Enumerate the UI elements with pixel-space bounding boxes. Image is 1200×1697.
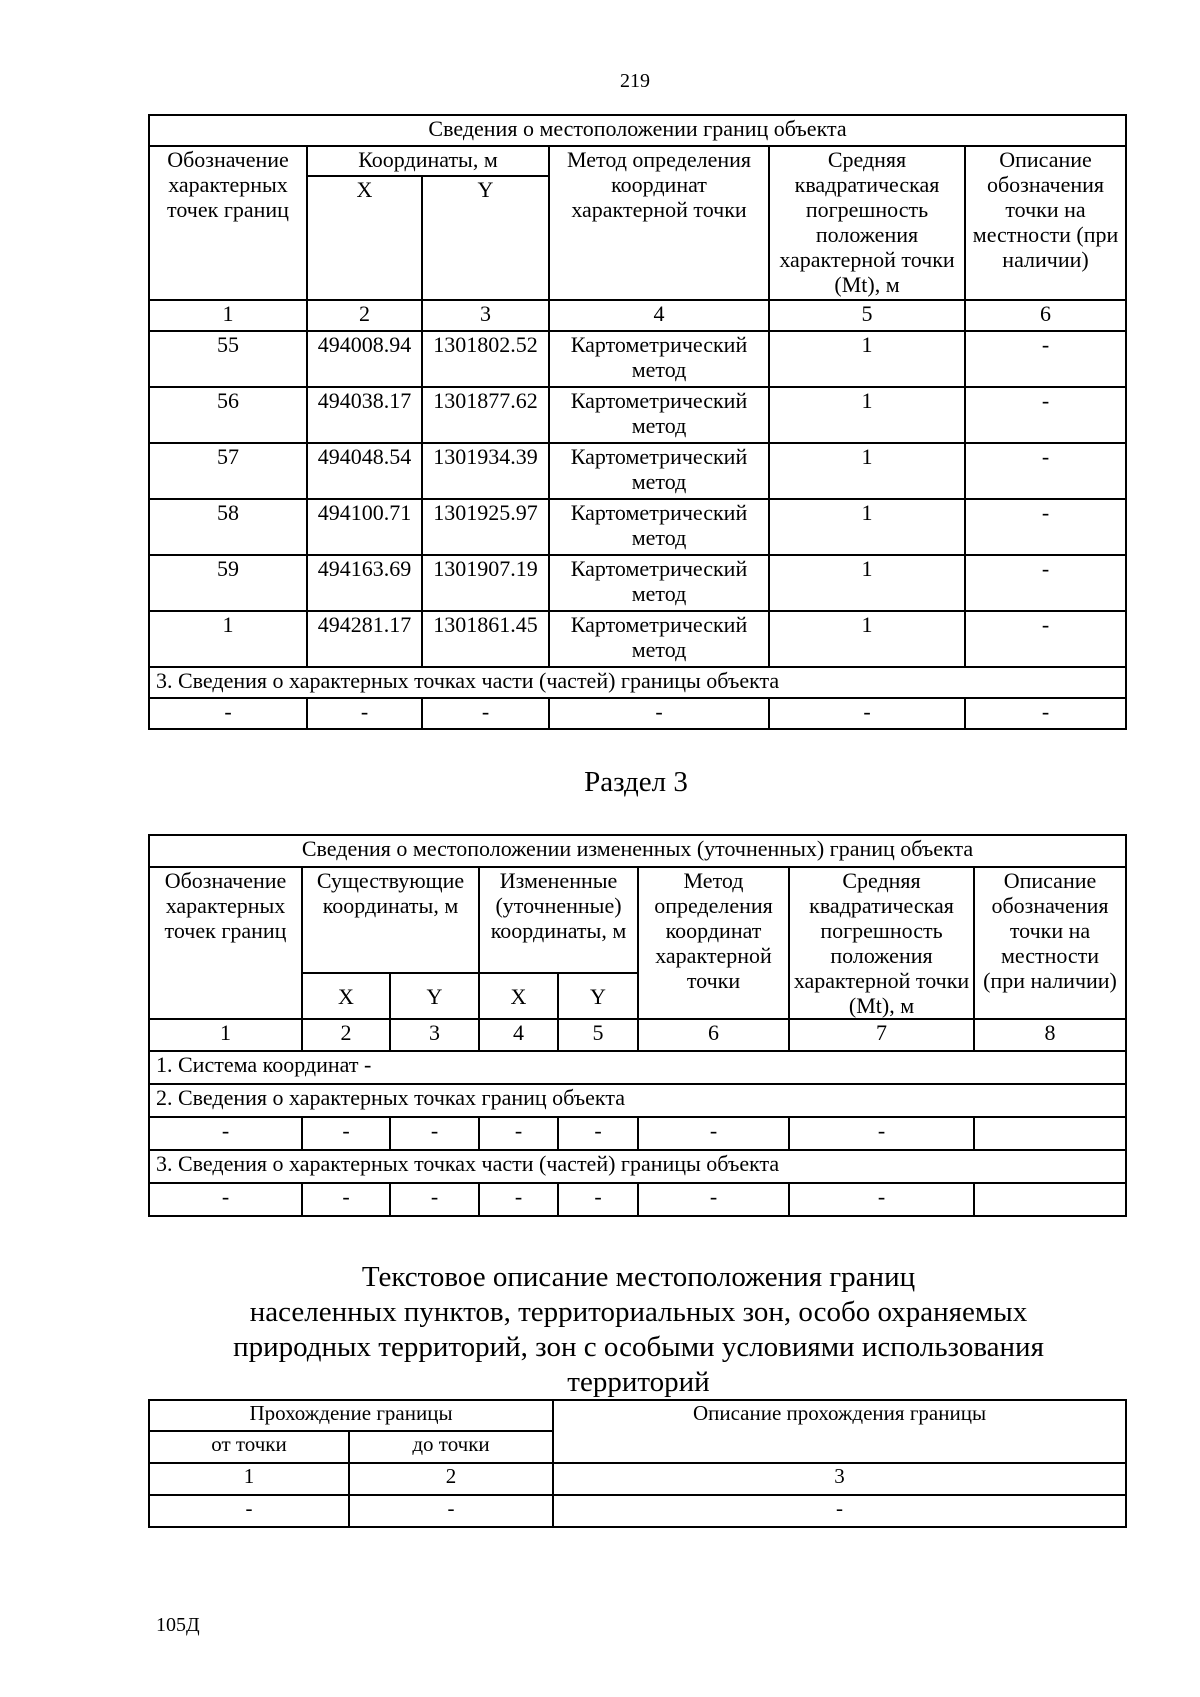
page-number: 219 (620, 70, 650, 92)
table-row (149, 331, 1126, 387)
desc-cell: - (965, 611, 1126, 667)
column-number: 7 (789, 1019, 974, 1051)
error-cell: 1 (769, 499, 965, 555)
error-cell: 1 (769, 387, 965, 443)
empty-cell: - (479, 1117, 558, 1150)
header-description: Описание обозначения точки на местности (при наличии) (965, 146, 1126, 300)
column-number: 4 (479, 1019, 558, 1051)
x-cell: 494038.17 (307, 387, 422, 443)
empty-cell: - (349, 1495, 553, 1527)
method-cell: Картометрический метод (549, 499, 769, 555)
y-cell: 1301925.97 (422, 499, 549, 555)
changed-boundary-table (148, 834, 1127, 1217)
section-title: Раздел 3 (584, 766, 688, 798)
description-title (160, 1260, 1117, 1400)
column-number: 5 (769, 300, 965, 331)
point-cell: 56 (149, 387, 307, 443)
method-cell: Картометрический метод (549, 611, 769, 667)
empty-cell: - (553, 1495, 1126, 1527)
empty-cell: - (302, 1183, 390, 1216)
header-existing-coordinates: Существующие координаты, м (302, 867, 479, 973)
desc-cell: - (965, 331, 1126, 387)
column-number: 6 (638, 1019, 789, 1051)
empty-cell: - (549, 698, 769, 729)
description-title-line: территорий (567, 1366, 710, 1398)
error-cell: 1 (769, 443, 965, 499)
x-cell: 494163.69 (307, 555, 422, 611)
header-to-point: до точки (349, 1431, 553, 1463)
method-cell: Картометрический метод (549, 387, 769, 443)
column-number: 2 (307, 300, 422, 331)
coord-system-row: 1. Система координат - (149, 1051, 1126, 1084)
empty-cell: - (558, 1117, 638, 1150)
boundary-passage-table (148, 1399, 1127, 1528)
error-cell: 1 (769, 611, 965, 667)
method-cell: Картометрический метод (549, 331, 769, 387)
method-cell: Картометрический метод (549, 443, 769, 499)
empty-cell (974, 1183, 1126, 1216)
empty-cell: - (479, 1183, 558, 1216)
y-cell: 1301934.39 (422, 443, 549, 499)
empty-cell: - (149, 1495, 349, 1527)
method-cell: Картометрический метод (549, 555, 769, 611)
error-cell: 1 (769, 331, 965, 387)
column-number: 6 (965, 300, 1126, 331)
header-y: Y (390, 973, 479, 1019)
column-number: 2 (302, 1019, 390, 1051)
empty-cell: - (149, 1183, 302, 1216)
empty-cell: - (638, 1117, 789, 1150)
table-title: Сведения о местоположении измененных (уточненных) границ объекта (149, 835, 1126, 867)
header-from-point: от точки (149, 1431, 349, 1463)
x-cell: 494008.94 (307, 331, 422, 387)
y-cell: 1301877.62 (422, 387, 549, 443)
x-cell: 494281.17 (307, 611, 422, 667)
part-section-heading: 3. Сведения о характерных точках части (частей) границы объекта (149, 667, 1126, 698)
column-number: 3 (390, 1019, 479, 1051)
error-cell: 1 (769, 555, 965, 611)
header-method: Метод определения координат характерной точки (638, 867, 789, 1019)
table-row (149, 387, 1126, 443)
header-method: Метод определения координат характерной точки (549, 146, 769, 300)
header-error: Средняя квадратическая погрешность положения характерной точки (Mt), м (769, 146, 965, 300)
table-row (149, 499, 1126, 555)
table-title: Сведения о местоположении границ объекта (149, 115, 1126, 146)
part-section-heading: 3. Сведения о характерных точках части (частей) границы объекта (149, 1150, 1126, 1183)
empty-cell: - (638, 1183, 789, 1216)
empty-cell: - (965, 698, 1126, 729)
empty-cell: - (769, 698, 965, 729)
table-row (149, 443, 1126, 499)
column-number: 3 (553, 1463, 1126, 1495)
point-cell: 57 (149, 443, 307, 499)
desc-cell: - (965, 443, 1126, 499)
empty-cell: - (390, 1183, 479, 1216)
point-cell: 59 (149, 555, 307, 611)
empty-cell: - (558, 1183, 638, 1216)
point-cell: 55 (149, 331, 307, 387)
points-section-heading: 2. Сведения о характерных точках границ объекта (149, 1084, 1126, 1117)
table-row (149, 698, 1126, 729)
header-x: X (307, 176, 422, 300)
x-cell: 494100.71 (307, 499, 422, 555)
header-x: X (302, 973, 390, 1019)
empty-cell (974, 1117, 1126, 1150)
y-cell: 1301907.19 (422, 555, 549, 611)
empty-cell: - (422, 698, 549, 729)
table-row (149, 1495, 1126, 1527)
description-title-line: природных территорий, зон с особыми условиями использования (233, 1331, 1044, 1363)
boundary-location-table (148, 114, 1127, 730)
column-number: 8 (974, 1019, 1126, 1051)
header-changed-coordinates: Измененные (уточненные) координаты, м (479, 867, 638, 973)
header-description: Описание обозначения точки на местности (при наличии) (974, 867, 1126, 1019)
header-passage: Прохождение границы (149, 1400, 553, 1431)
point-cell: 58 (149, 499, 307, 555)
empty-cell: - (789, 1117, 974, 1150)
y-cell: 1301861.45 (422, 611, 549, 667)
empty-cell: - (149, 1117, 302, 1150)
header-coordinates: Координаты, м (307, 146, 549, 176)
header-x: X (479, 973, 558, 1019)
desc-cell: - (965, 387, 1126, 443)
empty-cell: - (789, 1183, 974, 1216)
table-row (149, 611, 1126, 667)
point-cell: 1 (149, 611, 307, 667)
header-designation: Обозначение характерных точек границ (149, 867, 302, 1019)
empty-cell: - (149, 698, 307, 729)
column-number: 4 (549, 300, 769, 331)
header-designation: Обозначение характерных точек границ (149, 146, 307, 300)
empty-cell: - (307, 698, 422, 729)
table-row (149, 555, 1126, 611)
column-number: 1 (149, 1463, 349, 1495)
column-number: 5 (558, 1019, 638, 1051)
column-number: 3 (422, 300, 549, 331)
column-number: 1 (149, 300, 307, 331)
header-y: Y (558, 973, 638, 1019)
column-number: 1 (149, 1019, 302, 1051)
x-cell: 494048.54 (307, 443, 422, 499)
header-passage-description: Описание прохождения границы (553, 1400, 1126, 1463)
description-title-line: Текстовое описание местоположения границ (361, 1261, 916, 1293)
header-error: Средняя квадратическая погрешность положения характерной точки (Mt), м (789, 867, 974, 1019)
table-row (149, 1183, 1126, 1216)
desc-cell: - (965, 555, 1126, 611)
description-title-line: населенных пунктов, территориальных зон, особо охраняемых (249, 1296, 1028, 1328)
column-number: 2 (349, 1463, 553, 1495)
empty-cell: - (390, 1117, 479, 1150)
header-y: Y (422, 176, 549, 300)
empty-cell: - (302, 1117, 390, 1150)
footer-code: 105Д (156, 1614, 200, 1636)
table-row (149, 1117, 1126, 1150)
desc-cell: - (965, 499, 1126, 555)
y-cell: 1301802.52 (422, 331, 549, 387)
